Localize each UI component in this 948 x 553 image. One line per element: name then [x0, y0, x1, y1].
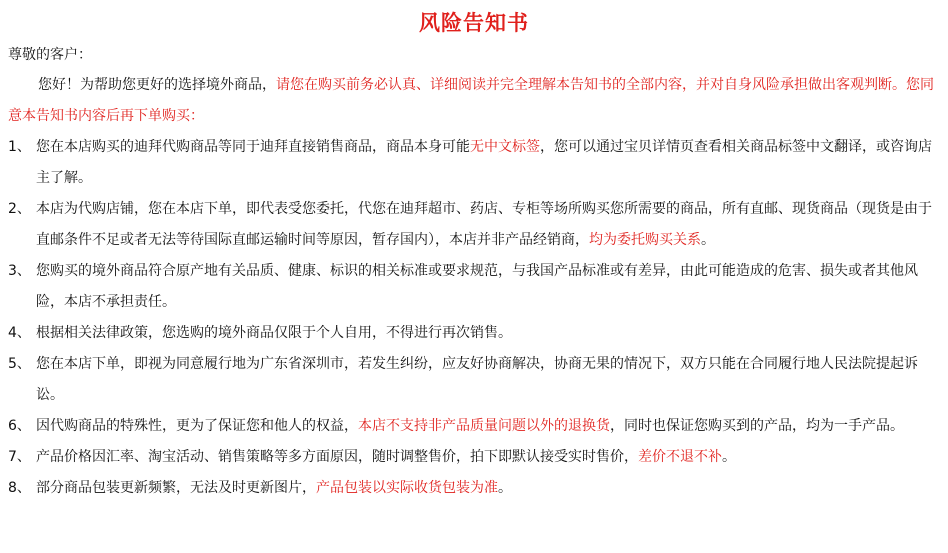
item-text: 您在本店购买的迪拜代购商品等同于迪拜直接销售商品，商品本身可能	[36, 139, 470, 155]
item-text-after: 。	[701, 232, 715, 248]
item-text: 根据相关法律政策，您选购的境外商品仅限于个人自用，不得进行再次销售。	[36, 325, 512, 341]
item-number: 8、	[8, 480, 31, 496]
item-text: 本店为代购店铺，您在本店下单，即代表受您委托，代您在迪拜超市、药店、专柜等场所购买您所需要的商品，所有直邮、现货商品（现货是由于直邮条件不足或者无法等待国际直邮运输时间等原因，暂存国内），本店并非产品经销商，	[36, 201, 932, 248]
intro-highlight: 请您在购买前务必认真、详细阅读并完全理解本告知书的全部内容，并对自身风险承担做出客观判断。您同意本告知书内容后再下单购买：	[8, 77, 934, 124]
list-item	[8, 256, 940, 318]
item-text-after: 。	[722, 449, 736, 465]
list-item	[8, 411, 940, 442]
item-text-after: ，您可以通过宝贝详情页查看相关商品标签中文翻译，或咨询店主了解。	[36, 139, 932, 186]
document-title: 风险告知书	[419, 10, 529, 35]
item-text: 您在本店下单，即视为同意履行地为广东省深圳市，若发生纠纷，应友好协商解决，协商无果的情况下，双方只能在合同履行地人民法院提起诉讼。	[36, 356, 918, 403]
item-number: 5、	[8, 356, 31, 372]
item-number: 4、	[8, 325, 31, 341]
intro-paragraph	[8, 70, 940, 132]
item-text-after: ，同时也保证您购买到的产品，均为一手产品。	[610, 418, 904, 434]
item-number: 7、	[8, 449, 31, 465]
terms-list	[8, 132, 940, 504]
item-number: 6、	[8, 418, 31, 434]
list-item	[8, 442, 940, 473]
list-item	[8, 194, 940, 256]
item-text: 您购买的境外商品符合原产地有关品质、健康、标识的相关标准或要求规范，与我国产品标准或有差异，由此可能造成的危害、损失或者其他风险，本店不承担责任。	[36, 263, 918, 310]
item-highlight: 均为委托购买关系	[589, 232, 701, 248]
item-text-after: 。	[498, 480, 512, 496]
item-highlight: 产品包装以实际收货包装为准	[316, 480, 498, 496]
item-text: 因代购商品的特殊性，更为了保证您和他人的权益，	[36, 418, 358, 434]
salutation: 尊敬的客户：	[8, 47, 92, 63]
item-number: 1、	[8, 139, 31, 155]
intro-text: 您好！为帮助您更好的选择境外商品，	[38, 77, 276, 93]
item-number: 2、	[8, 201, 31, 217]
item-highlight: 无中文标签	[470, 139, 540, 155]
list-item	[8, 132, 940, 194]
item-text: 部分商品包装更新频繁，无法及时更新图片，	[36, 480, 316, 496]
list-item	[8, 473, 940, 504]
item-highlight: 本店不支持非产品质量问题以外的退换货	[358, 418, 610, 434]
list-item	[8, 349, 940, 411]
list-item	[8, 318, 940, 349]
item-highlight: 差价不退不补	[638, 449, 722, 465]
item-text: 产品价格因汇率、淘宝活动、销售策略等多方面原因，随时调整售价，拍下即默认接受实时售价，	[36, 449, 638, 465]
item-number: 3、	[8, 263, 31, 279]
